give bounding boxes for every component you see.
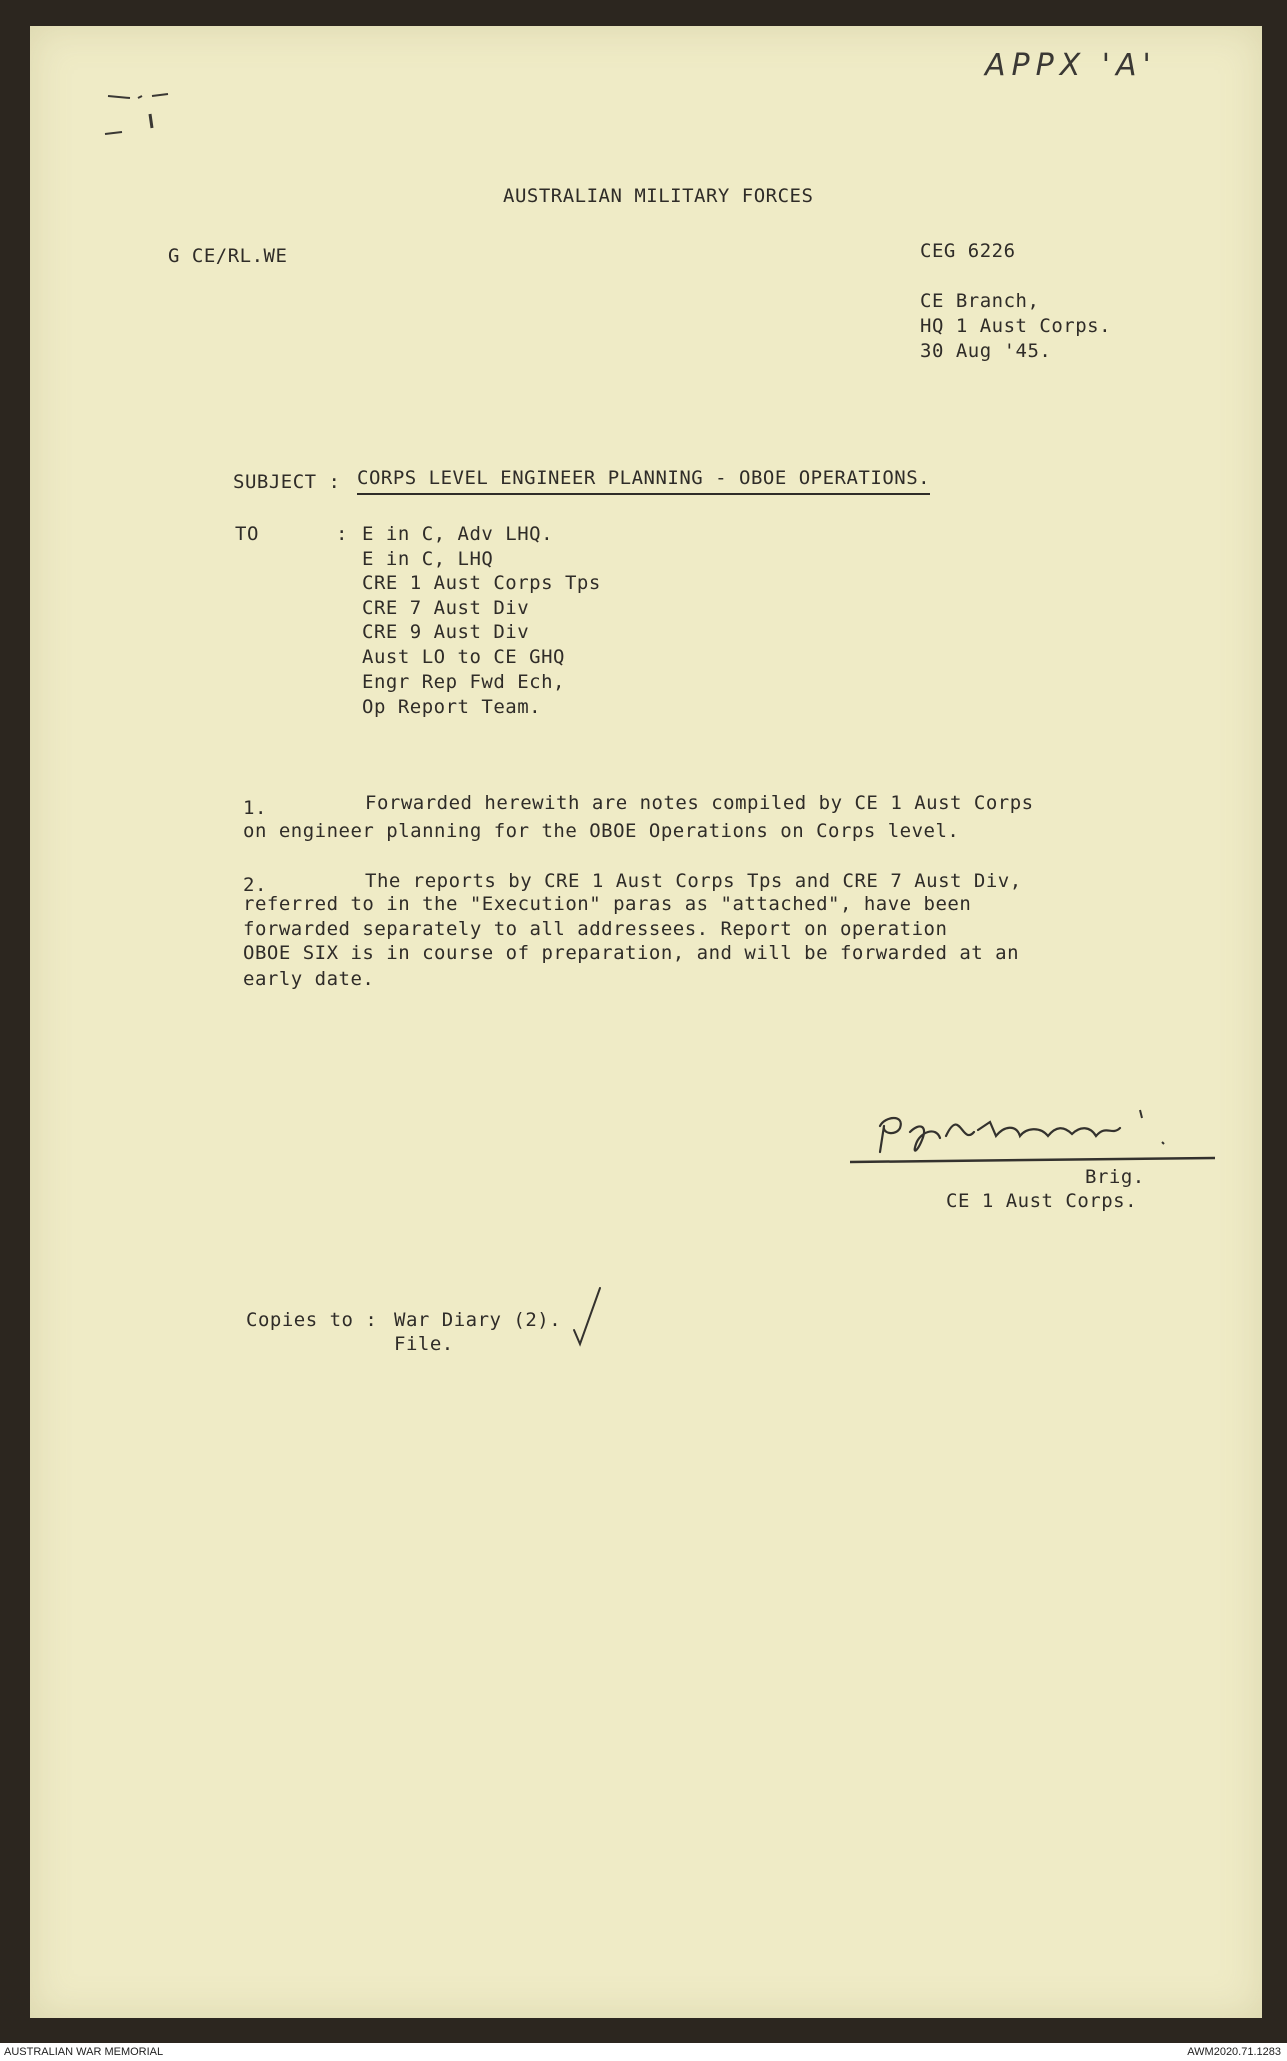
copies-item: War Diary (2). bbox=[394, 1309, 562, 1331]
recipient: CRE 7 Aust Div bbox=[362, 597, 530, 619]
to-colon: : bbox=[336, 523, 348, 545]
paragraph-line: referred to in the "Execution" paras as "attached", have been bbox=[243, 893, 972, 915]
subject-text: CORPS LEVEL ENGINEER PLANNING - OBOE OPERATIONS. bbox=[357, 466, 930, 495]
signatory-rank: Brig. bbox=[1085, 1166, 1145, 1188]
recipient: CRE 1 Aust Corps Tps bbox=[362, 572, 601, 594]
recipient: Op Report Team. bbox=[362, 696, 542, 718]
reference-left: G CE/RL.WE bbox=[168, 245, 288, 267]
to-label: TO bbox=[235, 523, 259, 545]
paragraph-number: 1. bbox=[243, 797, 267, 819]
corner-marks bbox=[90, 76, 210, 156]
copies-label: Copies to : bbox=[246, 1309, 378, 1331]
recipient: Aust LO to CE GHQ bbox=[362, 646, 565, 668]
paragraph-line: on engineer planning for the OBOE Operations on Corps level. bbox=[243, 820, 960, 842]
archive-footer bbox=[0, 2043, 1287, 2061]
recipient: E in C, LHQ bbox=[362, 548, 494, 570]
from-line: 30 Aug '45. bbox=[920, 340, 1052, 362]
signature bbox=[850, 1096, 1230, 1176]
paragraph-line: The reports by CRE 1 Aust Corps Tps and CRE 7 Aust Div, bbox=[365, 870, 1022, 892]
from-line: HQ 1 Aust Corps. bbox=[920, 315, 1112, 337]
signatory-title: CE 1 Aust Corps. bbox=[946, 1190, 1138, 1212]
document-title: AUSTRALIAN MILITARY FORCES bbox=[503, 185, 814, 207]
reference-right: CEG 6226 bbox=[920, 240, 1016, 262]
recipient: Engr Rep Fwd Ech, bbox=[362, 671, 565, 693]
footer-left: AUSTRALIAN WAR MEMORIAL bbox=[4, 2046, 164, 2058]
paragraph-line: OBOE SIX is in course of preparation, and will be forwarded at an bbox=[243, 942, 1020, 964]
paragraph-line: early date. bbox=[243, 968, 375, 990]
paragraph-line: Forwarded herewith are notes compiled by CE 1 Aust Corps bbox=[365, 792, 1034, 814]
footer-right: AWM2020.71.1283 bbox=[1187, 2046, 1281, 2058]
subject-label: SUBJECT : bbox=[233, 471, 341, 493]
document-page bbox=[30, 26, 1262, 2018]
recipient: CRE 9 Aust Div bbox=[362, 621, 530, 643]
copies-item: File. bbox=[394, 1333, 454, 1355]
paragraph-line: forwarded separately to all addressees. Report on operation bbox=[243, 918, 948, 940]
paragraph-number: 2. bbox=[243, 874, 267, 896]
appendix-annotation: APPX 'A' bbox=[985, 48, 1157, 83]
recipient: E in C, Adv LHQ. bbox=[362, 523, 554, 545]
from-line: CE Branch, bbox=[920, 290, 1040, 312]
check-mark bbox=[570, 1282, 610, 1352]
